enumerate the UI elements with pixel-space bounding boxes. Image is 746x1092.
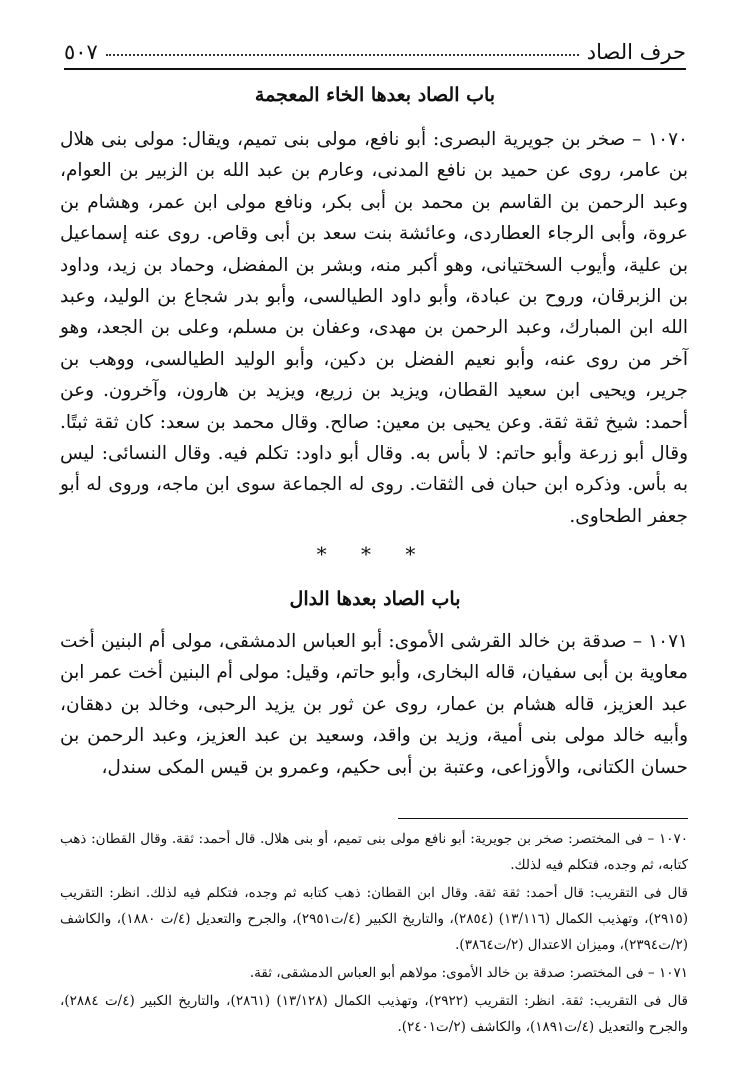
section-separator: * * * <box>316 542 430 566</box>
section-heading-kha: باب الصاد بعدها الخاء المعجمة <box>254 84 496 106</box>
footnote-1070-summary: ١٠٧٠ – فى المختصر: صخر بن جويرية: أبو نافع مولى بنى تميم، أو بنى هلال. قال أحمد: ثقة. وقال القطان: ذهب كتابه، ثم وجده، فتكلم فيه لذلك. <box>60 831 688 873</box>
footnote-divider <box>398 818 688 819</box>
entry-1071: ١٠٧١ – صدقة بن خالد القرشى الأموى: أبو العباس الدمشقى، مولى أم البنين أخت معاوية بن أبى سفيان، قاله البخارى، وأبو حاتم، وقيل: مولى أم البنين أخت عمر ابن عبد العزيز، قاله هشام بن عمار، روى عن ثور بن يزيد الرحبى، وخالد بن دهقان، وأبيه خالد مولى بنى أمية، وزيد بن واقد، وسعيد بن عبد العزيز، وعبد الرحمن بن حسان الكتانى، والأوزاعى، وعتبة بن أبى حكيم، وعمرو بن قيس المكى سندل، <box>60 631 688 778</box>
entry-1070: ١٠٧٠ – صخر بن جويرية البصرى: أبو نافع، مولى بنى تميم، ويقال: مولى بنى هلال بن عامر، روى عن حميد بن نافع المدنى، وعارم بن عبد الله بن الزبير بن العوام، وعبد الرحمن بن القاسم بن محمد بن أبى بكر، ونافع مولى ابن عمر، وهشام بن عروة، وأبى الرجاء العطاردى، وعائشة بنت سعد بن أبى وقاص. روى عنه إسماعيل بن علية، وأيوب السختيانى، وهو أكبر منه، وبشر بن المفضل، وحماد بن زيد، وداود بن الزبرقان، وروح بن عبادة، وأبو داود الطيالسى، وأبو بدر شجاع بن الوليد، وعبد الله ابن المبارك، وعبد الرحمن بن مهدى، وعفان بن مسلم، وعلى بن الجعد، وهو آخر من روى عنه، وأبو نعيم الفضل بن دكين، وأبو الوليد الطيالسى، ووهب بن جرير، ويحيى ابن سعيد القطان، ويزيد بن زريع، ويزيد بن هارون، وآخرون. وعن أحمد: شيخ ثقة ثقة. وعن يحيى بن معين: صالح. وقال محمد بن سعد: كان ثقة ثبتًا. وقال أبو زرعة وأبو حاتم: لا بأس به. وقال أبو داود: تكلم فيه. وقال النسائى: ليس به بأس. وذكره ابن حبان فى الثقات. روى له الجماعة سوى ابن ماجه، وروى له أبو جعفر الطحاوى. <box>60 129 688 527</box>
footnote-1071-summary: ١٠٧١ – فى المختصر: صدقة بن خالد الأموى: مولاهم أبو العباس الدمشقى، ثقة. <box>249 965 688 981</box>
section-heading-dal: باب الصاد بعدها الدال <box>289 588 461 610</box>
footnotes <box>60 826 688 1042</box>
footnote-1070-references: قال فى التقريب: قال أحمد: ثقة ثقة. وقال ابن القطان: ذهب كتابه ثم وجده، فتكلم فيه لذلك. انظر: التقريب (٢٩١٥)، وتهذيب الكمال (١٣/١١٦) (٢٨٥٤)، والتاريخ الكبير (٤/ت٢٩٥١)، والجرح والتعديل (٤/ت ١٨٨٠)، والكاشف (٢/ت٢٣٩٤)، وميزان الاعتدال (٢/ت٣٨٦٤). <box>60 885 689 953</box>
chapter-title: حرف الصاد <box>586 40 686 64</box>
header-dot-leader <box>106 53 579 56</box>
footnote-1071-references: قال فى التقريب: ثقة. انظر: التقريب (٢٩٢٢)، وتهذيب الكمال (١٣/١٢٨) (٢٨٦١)، والتاريخ الكبير (٤/ت ٢٨٨٤)، والجرح والتعديل (٤/ت١٨٩١)، والكاشف (٢/ت٢٤٠١). <box>60 993 688 1035</box>
running-header <box>64 30 686 70</box>
page-number: ٥٠٧ <box>64 40 98 64</box>
